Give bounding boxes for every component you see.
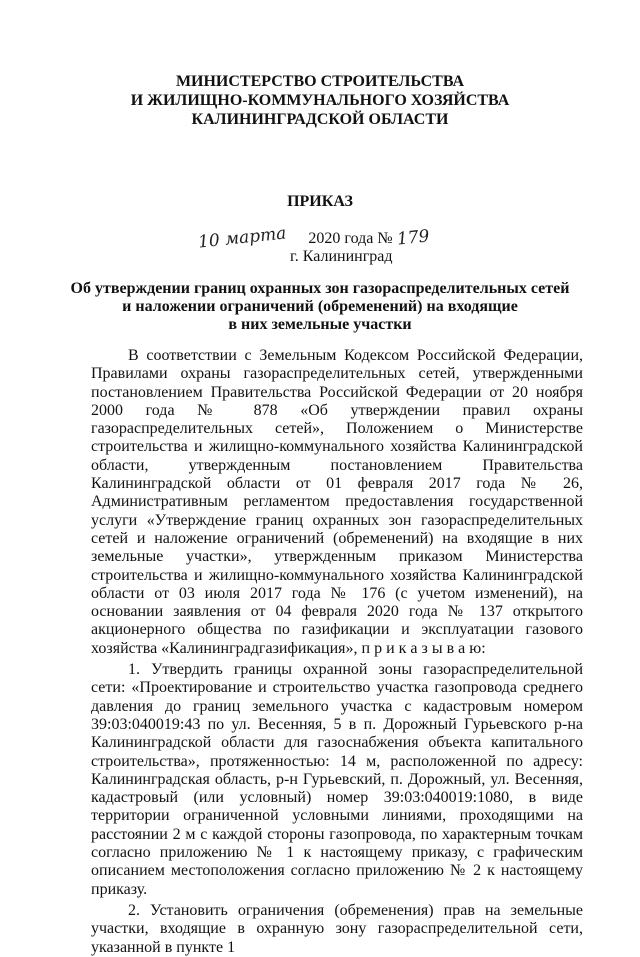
paragraph-item-2: 2. Установить ограничения (обременения) прав на земельные участки, входящие в охранную зону газораспределительной сети, указанной в пункте 1: [91, 901, 583, 956]
order-subject: [60, 280, 580, 334]
handwritten-date: 10 марта: [197, 223, 288, 253]
ministry-name-line-3: КАЛИНИНГРАДСКОЙ ОБЛАСТИ: [191, 111, 449, 128]
order-title: ПРИКАЗ: [287, 193, 353, 210]
order-city: г. Калининград: [290, 248, 393, 265]
subject-line-1: Об утверждении границ охранных зон газораспределительных сетей: [70, 280, 570, 297]
subject-line-2: и наложении ограничений (обременений) на входящие: [122, 298, 518, 315]
ministry-header: [0, 72, 640, 129]
order-year-text: 2020 года №: [308, 230, 393, 247]
subject-line-3: в них земельные участки: [228, 316, 412, 333]
paragraph-item-1: 1. Утвердить границы охранной зоны газораспределительной сети: «Проектирование и строительство участка газопровода среднего давления до границ земельного участка с кадастровым номером 39:03:040019:43 по ул. Весенняя, 5 в п. Дорожный Гурьевского р-на Калининградской области для газоснабжения объекта капитального строительства», протяженностью: 14 м, расположенной по адресу: Калининградская область, р-н Гурьевский, п. Дорожный, ул. Весенняя, кадастровый (или условный) номер 39:03:040019:1080, в виде территории ограниченной условными линиями, проходящими на расстоянии 2 м с каждой стороны газопровода, по характерным точкам согласно приложению № 1 к настоящему приказу, с графическим описанием местоположения согласно приложению № 2 к настоящему приказу.: [91, 661, 583, 898]
handwritten-order-number: 179: [395, 226, 431, 250]
order-date-line: [197, 223, 431, 253]
order-body: [91, 347, 583, 957]
paragraph-preamble: В соответствии с Земельным Кодексом Российской Федерации, Правилами охраны газораспределительных сетей, утвержденными постановлением Правительства Российской Федерации от 20 ноября 2000 года № 878 «Об утверждении правил охраны газораспределительных сетей», Положением о Министерстве строительства и жилищно-коммунального хозяйства Калининградской области, утвержденным постановлением Правительства Калининградской области от 01 февраля 2017 года № 26, Административным регламентом предоставления государственной услуги «Утверждение границ охранных зон газораспределительных сетей и наложение ограничений (обременений) на входящие в них земельные участки», утвержденным приказом Министерства строительства и жилищно-коммунального хозяйства Калининградской области от 03 июля 2017 года № 176 (с учетом изменений), на основании заявления от 04 февраля 2020 года № 137 открытого акционерного общества по газификации и эксплуатации газового хозяйства «Калининградгазификация», п р и к а з ы в а ю:: [91, 347, 583, 657]
ministry-name-line-2: И ЖИЛИЩНО-КОММУНАЛЬНОГО ХОЗЯЙСТВА: [130, 92, 510, 109]
ministry-name-line-1: МИНИСТЕРСТВО СТРОИТЕЛЬСТВА: [175, 73, 465, 90]
